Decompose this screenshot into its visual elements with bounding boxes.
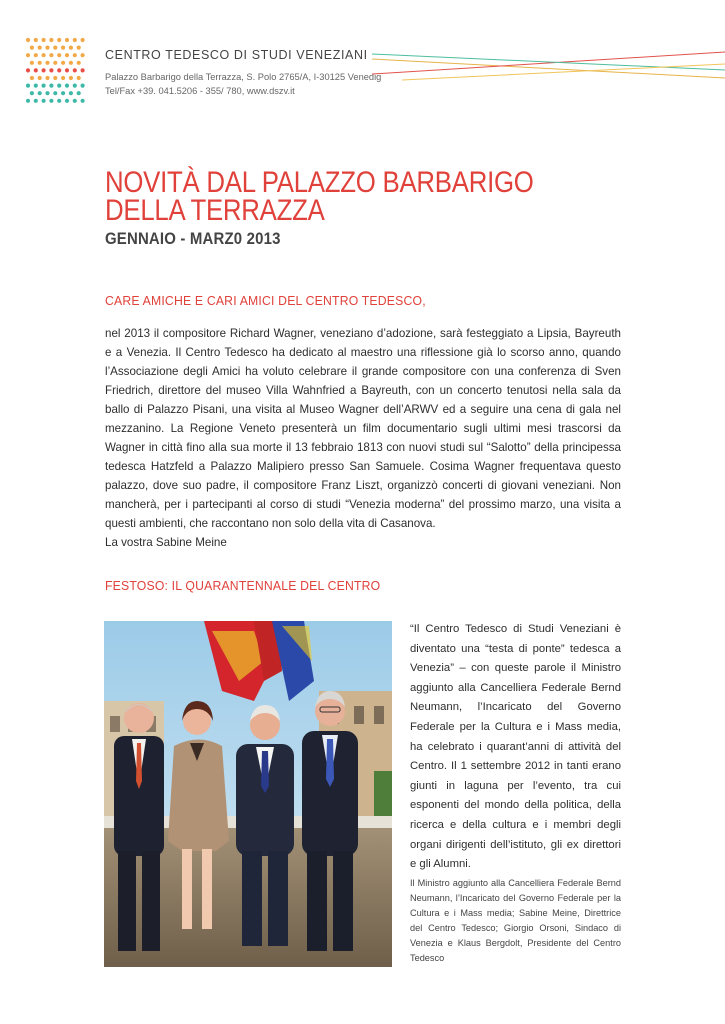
logo-dot [49,53,53,57]
logo-dot [45,91,49,95]
logo-dot [30,46,34,50]
logo-dot [30,76,34,80]
logo-dot [26,99,30,103]
logo-dot [61,61,65,65]
logo-dot [61,46,65,50]
logo-dot [77,76,81,80]
logo-dot [65,99,69,103]
logo-dot [57,38,61,42]
logo-dot [65,84,69,88]
logo-dot [49,68,53,72]
logo-dot [53,91,57,95]
logo-dot [61,91,65,95]
period-subtitle: GENNAIO - MARZ0 2013 [105,229,281,248]
logo-dot [65,68,69,72]
logo-dot [57,99,61,103]
logo-dot [73,53,77,57]
logo-dot [45,61,49,65]
logo-dot [42,84,46,88]
logo-dot [65,38,69,42]
logo-dot [69,91,73,95]
logo-dot [34,84,38,88]
logo-dot [69,76,73,80]
logo-icon [24,36,88,106]
decorative-line [372,52,725,74]
logo-dot [49,84,53,88]
photo-caption: Il Ministro aggiunto alla Cancelliera Federale Bernd Neumann, l’Incaricato del Governo Federale per la Cultura e i Mass media; Sabine Meine, Direttrice del Centro Tedesco; Giorgio Orsoni, Sindaco di Venezia e Klaus Bergdolt, Presidente del Centro Tedesco [410,878,621,963]
logo-dot [26,68,30,72]
org-address: Palazzo Barbarigo della Terrazza, S. Polo 2765/A, I-30125 Venedig [105,72,382,82]
page-title [105,166,534,227]
logo-dot [57,68,61,72]
logo-dot [73,99,77,103]
logo-dot [53,61,57,65]
logo-dot [77,91,81,95]
logo-dot [49,99,53,103]
logo-dot [57,84,61,88]
logo-dot [61,76,65,80]
logo-dot [38,76,42,80]
logo-dot [42,68,46,72]
signature: La vostra Sabine Meine [105,536,227,549]
logo-dot [81,68,85,72]
logo-dot [81,99,85,103]
org-contact: Tel/Fax +39. 041.5206 - 355/ 780, www.dszv.it [105,86,295,96]
intro-text [105,324,621,552]
logo-dot [73,68,77,72]
logo-dot [73,84,77,88]
decorative-line [402,64,725,80]
logo-dot [49,38,53,42]
decorative-lines [372,50,725,90]
logo-dot [77,46,81,50]
logo-dot [38,61,42,65]
title-line-2: DELLA TERRAZZA [105,194,325,227]
logo-dot [57,53,61,57]
section-heading-greeting: CARE AMICHE E CARI AMICI DEL CENTRO TEDESCO, [105,293,426,308]
logo-dot [26,53,30,57]
logo-dot [77,61,81,65]
org-name: CENTRO TEDESCO DI STUDI VENEZIANI [105,48,368,62]
group-photo [104,621,392,967]
logo-dot [81,38,85,42]
logo-dot [81,84,85,88]
logo-dot [38,46,42,50]
intro-paragraph: nel 2013 il compositore Richard Wagner, veneziano d’adozione, sarà festeggiato a Lipsia, Bayreuth e a Venezia. Il Centro Tedesco ha dedicato al maestro una riflessione già lo scorso anno, quando l’Associazione degli Amici ha voluto celebrare il grande compositore con una conferenza di Sven Friedrich, direttore del museo Villa Wahnfried a Bayreuth, con un concerto tenutosi nella sala da ballo di Palazzo Pisani, una visita al Museo Wagner dell’ARWV ed a seguire una cena di gala nel mezzanino. La Regione Veneto presenterà un film documentario sugli ultimi mesi trascorsi da Wagner in città fino alla sua morte il 13 febbraio 1813 con nuovi studi sul “Salotto” della principessa tedesca Hatzfeld a Palazzo Malipiero presso San Samuele. Cosima Wagner frequentava questo palazzo, dove suo padre, il compositore Franz Liszt, organizzò concerti di giovani veneziani. Non mancherà, per i partecipanti al corso di studi “Venezia moderna” del prossimo marzo, una visita a questi ambienti, che raccontano non solo della vita di Casanova. [105,327,621,530]
logo-dot [81,53,85,57]
logo-dot [53,46,57,50]
logo-dot [34,38,38,42]
logo-dot [30,61,34,65]
title-line-1: NOVITÀ DAL PALAZZO BARBARIGO [105,166,534,199]
logo-dot [34,99,38,103]
logo-dot [45,76,49,80]
logo-dot [34,53,38,57]
logo-dot [73,38,77,42]
logo-dot [45,46,49,50]
logo-dot [26,84,30,88]
anniversary-text: “Il Centro Tedesco di Studi Veneziani è diventato una “testa di ponte” tedesca a Venezia” – con queste parole il Ministro aggiunto alla Cancelliera Federale Bernd Neumann, l’Incaricato del Governo Federale per la Cultura e i Mass media, ha celebrato i quarant’anni di attività del Centro. Il 1 settembre 2012 in tanti erano giunti in laguna per l’evento, tra cui esponenti del mondo della politica, della ricerca e della cultura e i membri degli organi dirigenti dell’istituto, gli ex direttori e gli Alumni. [410,623,621,871]
logo-dot [38,91,42,95]
logo-dot [42,53,46,57]
logo-dot [34,68,38,72]
logo-dot [65,53,69,57]
section-heading-anniversary: FESTOSO: IL QUARANTENNALE DEL CENTRO [105,578,381,593]
logo-dot [69,46,73,50]
logo-dot [26,38,30,42]
logo-dot [42,99,46,103]
logo-dot [53,76,57,80]
logo-dot [30,91,34,95]
logo-dot [42,38,46,42]
logo-dot [69,61,73,65]
